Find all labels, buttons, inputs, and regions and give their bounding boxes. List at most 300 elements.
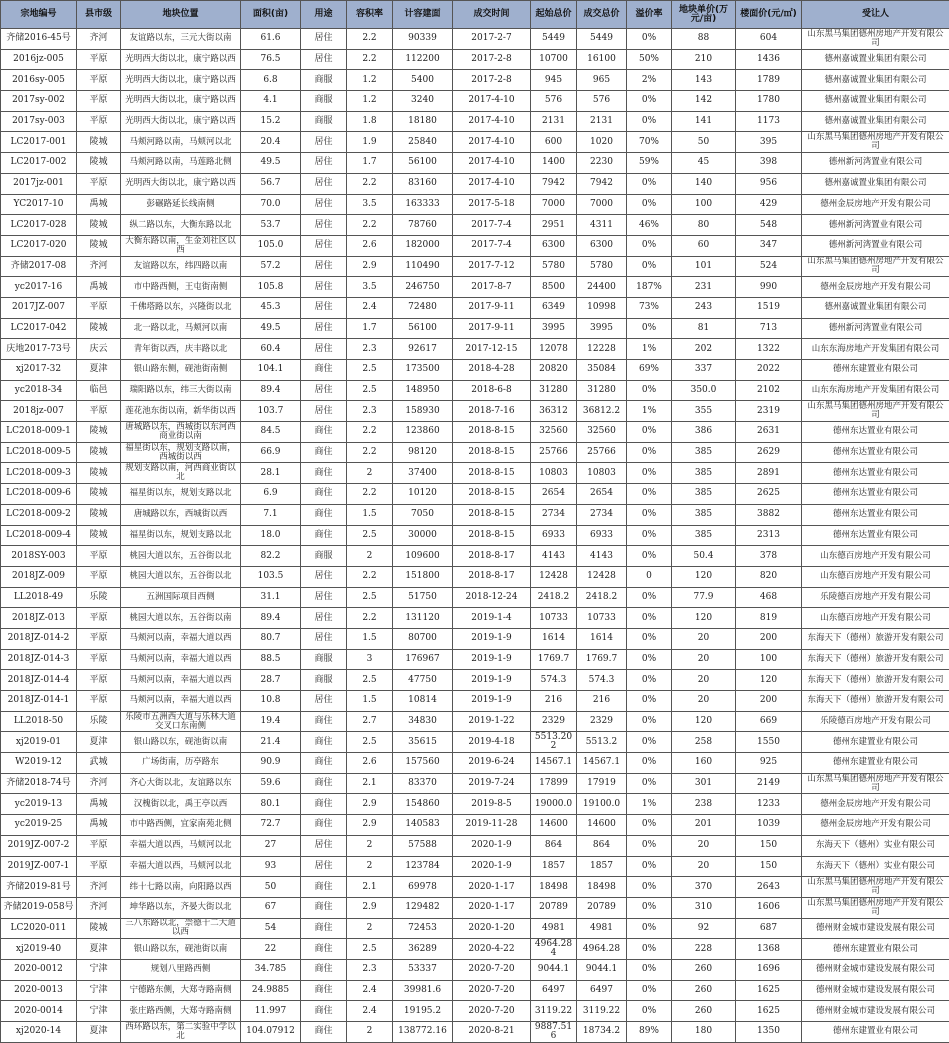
cell-location: 五洲国际项目西侧 xyxy=(121,587,241,608)
cell-deal-price: 10803 xyxy=(577,463,627,484)
cell-buyer: 东海天下（德州）旅游开发有限公司 xyxy=(802,670,949,691)
cell-floor-area: 173500 xyxy=(393,360,453,381)
cell-county: 齐河 xyxy=(77,877,121,898)
header-plot-ratio: 容积率 xyxy=(347,1,393,29)
cell-premium-rate: 0% xyxy=(627,91,672,112)
cell-floor-area: 123784 xyxy=(393,856,453,877)
cell-use: 居住 xyxy=(301,339,347,360)
cell-location: 福星街以东，规划支路以北 xyxy=(121,525,241,546)
cell-parcel-id: LC2017-042 xyxy=(1,318,77,339)
cell-use: 商住 xyxy=(301,897,347,918)
cell-parcel-id: 齐储2017-08 xyxy=(1,256,77,277)
cell-location: 广场街南，历亭路东 xyxy=(121,753,241,774)
header-use: 用途 xyxy=(301,1,347,29)
cell-unit-price: 210 xyxy=(672,49,736,70)
cell-unit-price: 143 xyxy=(672,70,736,91)
cell-plot-ratio: 2.5 xyxy=(347,380,393,401)
cell-use: 居住 xyxy=(301,401,347,422)
table-row xyxy=(1,463,949,484)
cell-deal-date: 2019-11-28 xyxy=(453,815,531,836)
cell-area: 15.2 xyxy=(241,111,301,132)
cell-deal-date: 2017-7-4 xyxy=(453,215,531,236)
cell-plot-ratio: 2.2 xyxy=(347,49,393,70)
cell-unit-price: 88 xyxy=(672,29,736,50)
cell-unit-price: 20 xyxy=(672,856,736,877)
cell-deal-price: 35084 xyxy=(577,360,627,381)
cell-plot-ratio: 2.2 xyxy=(347,484,393,505)
cell-deal-date: 2020-4-22 xyxy=(453,939,531,960)
cell-floor-area: 72453 xyxy=(393,918,453,939)
cell-floor-area: 110490 xyxy=(393,256,453,277)
cell-use: 居住 xyxy=(301,256,347,277)
cell-deal-date: 2017-5-18 xyxy=(453,194,531,215)
table-row xyxy=(1,504,949,525)
cell-deal-date: 2017-4-10 xyxy=(453,111,531,132)
cell-premium-rate: 0% xyxy=(627,173,672,194)
cell-plot-ratio: 2 xyxy=(347,918,393,939)
cell-unit-price: 45 xyxy=(672,153,736,174)
cell-county: 夏津 xyxy=(77,360,121,381)
cell-deal-date: 2017-2-7 xyxy=(453,29,531,50)
table-row xyxy=(1,91,949,112)
table-row xyxy=(1,194,949,215)
cell-buyer: 山东德百房地产开发有限公司 xyxy=(802,566,949,587)
cell-parcel-id: LC2018-009-2 xyxy=(1,504,77,525)
cell-location: 规划支路以南，河西商业街以北 xyxy=(121,463,241,484)
cell-county: 平原 xyxy=(77,649,121,670)
cell-deal-date: 2018-8-15 xyxy=(453,525,531,546)
cell-county: 平原 xyxy=(77,691,121,712)
cell-unit-price: 60 xyxy=(672,235,736,256)
table-row xyxy=(1,256,949,277)
cell-deal-date: 2019-1-9 xyxy=(453,649,531,670)
cell-area: 89.4 xyxy=(241,380,301,401)
table-row xyxy=(1,877,949,898)
cell-buyer: 德州东建置业有限公司 xyxy=(802,939,949,960)
cell-buyer: 山东德百房地产开发有限公司 xyxy=(802,546,949,567)
cell-start-price: 14600 xyxy=(531,815,577,836)
cell-plot-ratio: 2.6 xyxy=(347,235,393,256)
cell-parcel-id: 2016jz-005 xyxy=(1,49,77,70)
cell-buyer: 德州东达置业有限公司 xyxy=(802,442,949,463)
cell-parcel-id: LC2017-001 xyxy=(1,132,77,153)
cell-floor-area: 158930 xyxy=(393,401,453,422)
cell-deal-price: 2654 xyxy=(577,484,627,505)
cell-start-price: 31280 xyxy=(531,380,577,401)
cell-county: 陵城 xyxy=(77,153,121,174)
cell-deal-price: 1020 xyxy=(577,132,627,153)
cell-buyer: 东海天下（德州）旅游开发有限公司 xyxy=(802,649,949,670)
cell-premium-rate: 59% xyxy=(627,153,672,174)
cell-premium-rate: 0% xyxy=(627,753,672,774)
cell-parcel-id: 2018JZ-009 xyxy=(1,566,77,587)
cell-deal-date: 2019-6-24 xyxy=(453,753,531,774)
cell-use: 居住 xyxy=(301,691,347,712)
cell-use: 商住 xyxy=(301,360,347,381)
cell-area: 7.1 xyxy=(241,504,301,525)
cell-deal-date: 2017-9-11 xyxy=(453,297,531,318)
cell-premium-rate: 69% xyxy=(627,360,672,381)
cell-parcel-id: 2016sy-005 xyxy=(1,70,77,91)
cell-location: 桃园大道以东，五谷街以北 xyxy=(121,566,241,587)
cell-deal-price: 7000 xyxy=(577,194,627,215)
cell-floor-area: 157560 xyxy=(393,753,453,774)
cell-floor-area: 129482 xyxy=(393,897,453,918)
table-row xyxy=(1,628,949,649)
cell-floor-area: 39981.6 xyxy=(393,980,453,1001)
cell-unit-price: 142 xyxy=(672,91,736,112)
cell-start-price: 4143 xyxy=(531,546,577,567)
cell-premium-rate: 1% xyxy=(627,794,672,815)
cell-floor-area: 83370 xyxy=(393,773,453,794)
cell-location: 北一路以北，马颊河以南 xyxy=(121,318,241,339)
cell-plot-ratio: 1.7 xyxy=(347,318,393,339)
table-row xyxy=(1,608,949,629)
cell-use: 居住 xyxy=(301,153,347,174)
cell-unit-price: 80 xyxy=(672,215,736,236)
cell-deal-date: 2017-7-12 xyxy=(453,256,531,277)
cell-area: 84.5 xyxy=(241,422,301,443)
table-row xyxy=(1,235,949,256)
cell-buyer: 山东黑马集团德州房地产开发有限公司 xyxy=(802,897,949,918)
cell-deal-price: 7942 xyxy=(577,173,627,194)
cell-deal-price: 18498 xyxy=(577,877,627,898)
cell-county: 临邑 xyxy=(77,380,121,401)
cell-area: 61.6 xyxy=(241,29,301,50)
cell-use: 商住 xyxy=(301,939,347,960)
table-row xyxy=(1,918,949,939)
cell-start-price: 20820 xyxy=(531,360,577,381)
cell-start-price: 10733 xyxy=(531,608,577,629)
cell-start-price: 574.3 xyxy=(531,670,577,691)
cell-county: 陵城 xyxy=(77,918,121,939)
cell-floor-price: 1606 xyxy=(736,897,802,918)
header-premium-rate: 溢价率 xyxy=(627,1,672,29)
cell-parcel-id: 2019JZ-007-2 xyxy=(1,835,77,856)
cell-unit-price: 20 xyxy=(672,670,736,691)
cell-unit-price: 50.4 xyxy=(672,546,736,567)
cell-deal-price: 14567.1 xyxy=(577,753,627,774)
cell-floor-price: 548 xyxy=(736,215,802,236)
table-row xyxy=(1,897,949,918)
table-row xyxy=(1,856,949,877)
cell-buyer: 山东黑马集团德州房地产开发有限公司 xyxy=(802,256,949,277)
cell-buyer: 德州嘉诚置业集团有限公司 xyxy=(802,111,949,132)
cell-start-price: 5449 xyxy=(531,29,577,50)
cell-plot-ratio: 2.4 xyxy=(347,297,393,318)
cell-plot-ratio: 2.9 xyxy=(347,897,393,918)
cell-county: 平原 xyxy=(77,546,121,567)
cell-parcel-id: 2018JZ-014-1 xyxy=(1,691,77,712)
table-row xyxy=(1,649,949,670)
cell-area: 54 xyxy=(241,918,301,939)
cell-use: 商服 xyxy=(301,649,347,670)
cell-use: 居住 xyxy=(301,215,347,236)
cell-floor-price: 2891 xyxy=(736,463,802,484)
cell-deal-price: 3119.22 xyxy=(577,1001,627,1022)
cell-buyer: 德州财金城市建设发展有限公司 xyxy=(802,959,949,980)
cell-county: 宁津 xyxy=(77,1001,121,1022)
cell-parcel-id: yc2019-25 xyxy=(1,815,77,836)
cell-deal-price: 16100 xyxy=(577,49,627,70)
cell-deal-date: 2018-4-28 xyxy=(453,360,531,381)
cell-deal-price: 17919 xyxy=(577,773,627,794)
cell-area: 103.5 xyxy=(241,566,301,587)
cell-area: 59.6 xyxy=(241,773,301,794)
cell-premium-rate: 0% xyxy=(627,773,672,794)
cell-unit-price: 386 xyxy=(672,422,736,443)
cell-county: 平原 xyxy=(77,608,121,629)
cell-parcel-id: xj2017-32 xyxy=(1,360,77,381)
cell-floor-area: 182000 xyxy=(393,235,453,256)
cell-location: 莲花池东街以南，新华街以西 xyxy=(121,401,241,422)
cell-area: 53.7 xyxy=(241,215,301,236)
cell-county: 平原 xyxy=(77,835,121,856)
cell-start-price: 2329 xyxy=(531,711,577,732)
cell-start-price: 5513.202 xyxy=(531,732,577,753)
cell-deal-price: 574.3 xyxy=(577,670,627,691)
cell-county: 宁津 xyxy=(77,980,121,1001)
cell-deal-price: 216 xyxy=(577,691,627,712)
table-row xyxy=(1,587,949,608)
cell-unit-price: 81 xyxy=(672,318,736,339)
cell-buyer: 德州东建置业有限公司 xyxy=(802,753,949,774)
cell-county: 平原 xyxy=(77,91,121,112)
cell-parcel-id: LC2018-009-1 xyxy=(1,422,77,443)
cell-buyer: 德州东达置业有限公司 xyxy=(802,422,949,443)
cell-parcel-id: LC2017-028 xyxy=(1,215,77,236)
cell-premium-rate: 0% xyxy=(627,939,672,960)
cell-floor-price: 604 xyxy=(736,29,802,50)
cell-use: 商住 xyxy=(301,711,347,732)
cell-deal-price: 4143 xyxy=(577,546,627,567)
cell-unit-price: 260 xyxy=(672,1001,736,1022)
cell-start-price: 1400 xyxy=(531,153,577,174)
cell-unit-price: 370 xyxy=(672,877,736,898)
cell-deal-date: 2020-1-20 xyxy=(453,918,531,939)
cell-plot-ratio: 2.1 xyxy=(347,773,393,794)
cell-county: 陵城 xyxy=(77,215,121,236)
cell-use: 居住 xyxy=(301,132,347,153)
cell-use: 商住 xyxy=(301,463,347,484)
cell-floor-price: 820 xyxy=(736,566,802,587)
table-row xyxy=(1,111,949,132)
table-row xyxy=(1,380,949,401)
cell-start-price: 12428 xyxy=(531,566,577,587)
cell-deal-date: 2019-1-9 xyxy=(453,670,531,691)
cell-plot-ratio: 2.3 xyxy=(347,339,393,360)
header-county: 县市级 xyxy=(77,1,121,29)
cell-premium-rate: 0% xyxy=(627,608,672,629)
cell-floor-area: 35615 xyxy=(393,732,453,753)
cell-location: 银山路以东，砚池街以南 xyxy=(121,939,241,960)
cell-floor-price: 429 xyxy=(736,194,802,215)
header-floor-area: 计容建面 xyxy=(393,1,453,29)
cell-area: 11.997 xyxy=(241,1001,301,1022)
table-row xyxy=(1,939,949,960)
cell-floor-price: 2022 xyxy=(736,360,802,381)
cell-buyer: 德州嘉诚置业集团有限公司 xyxy=(802,297,949,318)
cell-start-price: 864 xyxy=(531,835,577,856)
cell-floor-price: 3882 xyxy=(736,504,802,525)
cell-county: 庆云 xyxy=(77,339,121,360)
cell-floor-price: 1350 xyxy=(736,1022,802,1043)
table-row xyxy=(1,546,949,567)
table-body xyxy=(1,29,949,1043)
cell-location: 银山路以东，砚池街以南 xyxy=(121,732,241,753)
cell-buyer: 乐陵德百房地产开发有限公司 xyxy=(802,587,949,608)
table-row xyxy=(1,773,949,794)
cell-floor-area: 163333 xyxy=(393,194,453,215)
cell-location: 福星街以东，规划支路以南，西城街以西 xyxy=(121,442,241,463)
cell-plot-ratio: 2.5 xyxy=(347,525,393,546)
cell-unit-price: 258 xyxy=(672,732,736,753)
cell-start-price: 9044.1 xyxy=(531,959,577,980)
table-row xyxy=(1,815,949,836)
cell-plot-ratio: 2.4 xyxy=(347,1001,393,1022)
cell-deal-price: 36812.2 xyxy=(577,401,627,422)
cell-plot-ratio: 2.5 xyxy=(347,670,393,691)
cell-parcel-id: 2018JZ-014-3 xyxy=(1,649,77,670)
cell-use: 居住 xyxy=(301,856,347,877)
cell-deal-price: 3995 xyxy=(577,318,627,339)
cell-area: 105.8 xyxy=(241,277,301,298)
cell-buyer: 德州财金城市建设发展有限公司 xyxy=(802,1001,949,1022)
cell-start-price: 6349 xyxy=(531,297,577,318)
cell-deal-price: 2734 xyxy=(577,504,627,525)
cell-use: 商住 xyxy=(301,877,347,898)
cell-unit-price: 92 xyxy=(672,918,736,939)
cell-deal-price: 31280 xyxy=(577,380,627,401)
cell-start-price: 2734 xyxy=(531,504,577,525)
cell-location: 市中路西侧，王屯街南侧 xyxy=(121,277,241,298)
cell-location: 大衡东路以南，生金刘社区以西 xyxy=(121,235,241,256)
cell-area: 80.7 xyxy=(241,628,301,649)
cell-plot-ratio: 2.3 xyxy=(347,959,393,980)
cell-deal-price: 864 xyxy=(577,835,627,856)
cell-parcel-id: yc2019-13 xyxy=(1,794,77,815)
cell-plot-ratio: 2.2 xyxy=(347,173,393,194)
cell-start-price: 36312 xyxy=(531,401,577,422)
cell-premium-rate: 0% xyxy=(627,959,672,980)
cell-deal-date: 2018-8-17 xyxy=(453,566,531,587)
cell-unit-price: 180 xyxy=(672,1022,736,1043)
cell-location: 千佛塔路以东，兴隆街以北 xyxy=(121,297,241,318)
cell-floor-area: 56100 xyxy=(393,318,453,339)
cell-floor-price: 925 xyxy=(736,753,802,774)
cell-county: 夏津 xyxy=(77,1022,121,1043)
cell-deal-date: 2020-7-20 xyxy=(453,980,531,1001)
cell-plot-ratio: 2.9 xyxy=(347,794,393,815)
cell-start-price: 945 xyxy=(531,70,577,91)
cell-start-price: 6497 xyxy=(531,980,577,1001)
cell-area: 60.4 xyxy=(241,339,301,360)
cell-deal-price: 2131 xyxy=(577,111,627,132)
cell-buyer: 山东黑马集团德州房地产开发有限公司 xyxy=(802,773,949,794)
cell-deal-price: 9044.1 xyxy=(577,959,627,980)
cell-deal-price: 6497 xyxy=(577,980,627,1001)
cell-floor-area: 176967 xyxy=(393,649,453,670)
table-row xyxy=(1,442,949,463)
cell-deal-price: 1614 xyxy=(577,628,627,649)
cell-floor-price: 1696 xyxy=(736,959,802,980)
cell-floor-area: 56100 xyxy=(393,153,453,174)
cell-unit-price: 301 xyxy=(672,773,736,794)
cell-deal-price: 2230 xyxy=(577,153,627,174)
cell-unit-price: 141 xyxy=(672,111,736,132)
cell-area: 6.8 xyxy=(241,70,301,91)
cell-start-price: 216 xyxy=(531,691,577,712)
cell-premium-rate: 1% xyxy=(627,401,672,422)
cell-premium-rate: 1% xyxy=(627,339,672,360)
cell-use: 商住 xyxy=(301,422,347,443)
cell-plot-ratio: 2.4 xyxy=(347,980,393,1001)
cell-floor-price: 200 xyxy=(736,691,802,712)
cell-unit-price: 355 xyxy=(672,401,736,422)
cell-floor-price: 1233 xyxy=(736,794,802,815)
cell-use: 商服 xyxy=(301,91,347,112)
cell-premium-rate: 0% xyxy=(627,587,672,608)
cell-use: 商服 xyxy=(301,70,347,91)
cell-premium-rate: 0% xyxy=(627,711,672,732)
cell-area: 28.1 xyxy=(241,463,301,484)
table-row xyxy=(1,49,949,70)
cell-deal-price: 24400 xyxy=(577,277,627,298)
cell-county: 平原 xyxy=(77,49,121,70)
cell-floor-price: 150 xyxy=(736,856,802,877)
table-row xyxy=(1,1022,949,1043)
cell-buyer: 东海天下（德州）旅游开发有限公司 xyxy=(802,691,949,712)
cell-deal-date: 2017-8-7 xyxy=(453,277,531,298)
cell-county: 陵城 xyxy=(77,504,121,525)
cell-start-price: 600 xyxy=(531,132,577,153)
table-row xyxy=(1,525,949,546)
cell-county: 平原 xyxy=(77,297,121,318)
cell-floor-area: 90339 xyxy=(393,29,453,50)
cell-premium-rate: 0% xyxy=(627,525,672,546)
cell-buyer: 德州东建置业有限公司 xyxy=(802,360,949,381)
cell-plot-ratio: 2.5 xyxy=(347,732,393,753)
header-row xyxy=(1,1,949,29)
cell-deal-price: 6933 xyxy=(577,525,627,546)
cell-buyer: 山东德百房地产开发有限公司 xyxy=(802,608,949,629)
cell-location: 马颊河以南，幸福大道以西 xyxy=(121,649,241,670)
cell-floor-area: 92617 xyxy=(393,339,453,360)
cell-deal-date: 2020-1-17 xyxy=(453,897,531,918)
cell-use: 商住 xyxy=(301,1001,347,1022)
cell-floor-area: 47750 xyxy=(393,670,453,691)
cell-deal-price: 2329 xyxy=(577,711,627,732)
table-row xyxy=(1,711,949,732)
table-row xyxy=(1,732,949,753)
cell-floor-area: 78760 xyxy=(393,215,453,236)
cell-parcel-id: W2019-12 xyxy=(1,753,77,774)
cell-parcel-id: 齐储2019-058号 xyxy=(1,897,77,918)
cell-area: 18.0 xyxy=(241,525,301,546)
cell-parcel-id: LC2017-020 xyxy=(1,235,77,256)
cell-floor-price: 1789 xyxy=(736,70,802,91)
cell-area: 56.7 xyxy=(241,173,301,194)
cell-area: 10.8 xyxy=(241,691,301,712)
table-row xyxy=(1,215,949,236)
cell-plot-ratio: 1.7 xyxy=(347,153,393,174)
cell-floor-area: 72480 xyxy=(393,297,453,318)
cell-start-price: 25766 xyxy=(531,442,577,463)
cell-use: 居住 xyxy=(301,235,347,256)
cell-floor-area: 154860 xyxy=(393,794,453,815)
cell-floor-price: 1519 xyxy=(736,297,802,318)
cell-county: 陵城 xyxy=(77,422,121,443)
